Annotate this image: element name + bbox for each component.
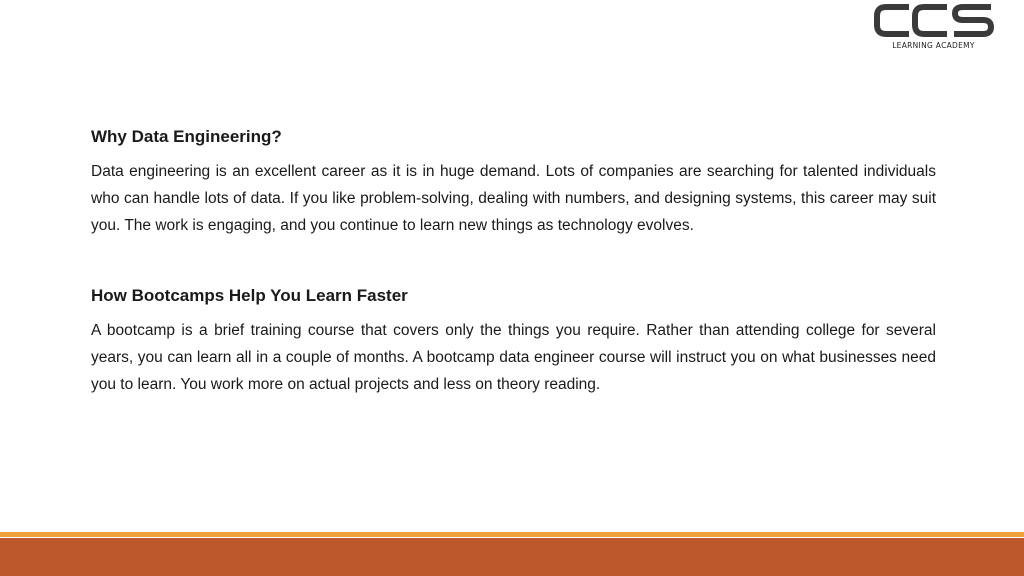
footer-bar <box>0 538 1024 576</box>
logo-letter-c2 <box>915 7 947 34</box>
logo-letter-s <box>954 7 991 34</box>
content <box>91 126 936 398</box>
logo-subtitle: LEARNING ACADEMY <box>892 41 975 50</box>
section-heading: Why Data Engineering? <box>91 127 282 146</box>
section-body: A bootcamp is a brief training course that covers only the things you require. Rather than attending college for several years, you can learn all in a couple of months. A bootcamp data engineer course will instruct you on what businesses need you to learn. You work more on actual projects and less on theory reading. <box>91 322 936 393</box>
section-body: Data engineering is an excellent career as it is in huge demand. Lots of companies are searching for talented individuals who can handle lots of data. If you like problem-solving, dealing with numbers, and designing systems, this career may suit you. The work is engaging, and you continue to learn new things as technology evolves. <box>91 163 936 234</box>
ccs-logo <box>873 2 994 52</box>
footer-accent-line <box>0 532 1024 537</box>
ccs-logo-mark <box>873 2 994 42</box>
section-why-data-engineering <box>91 126 936 239</box>
logo-letter-c1 <box>877 7 909 34</box>
section-heading: How Bootcamps Help You Learn Faster <box>91 286 408 305</box>
section-bootcamps <box>91 285 936 398</box>
